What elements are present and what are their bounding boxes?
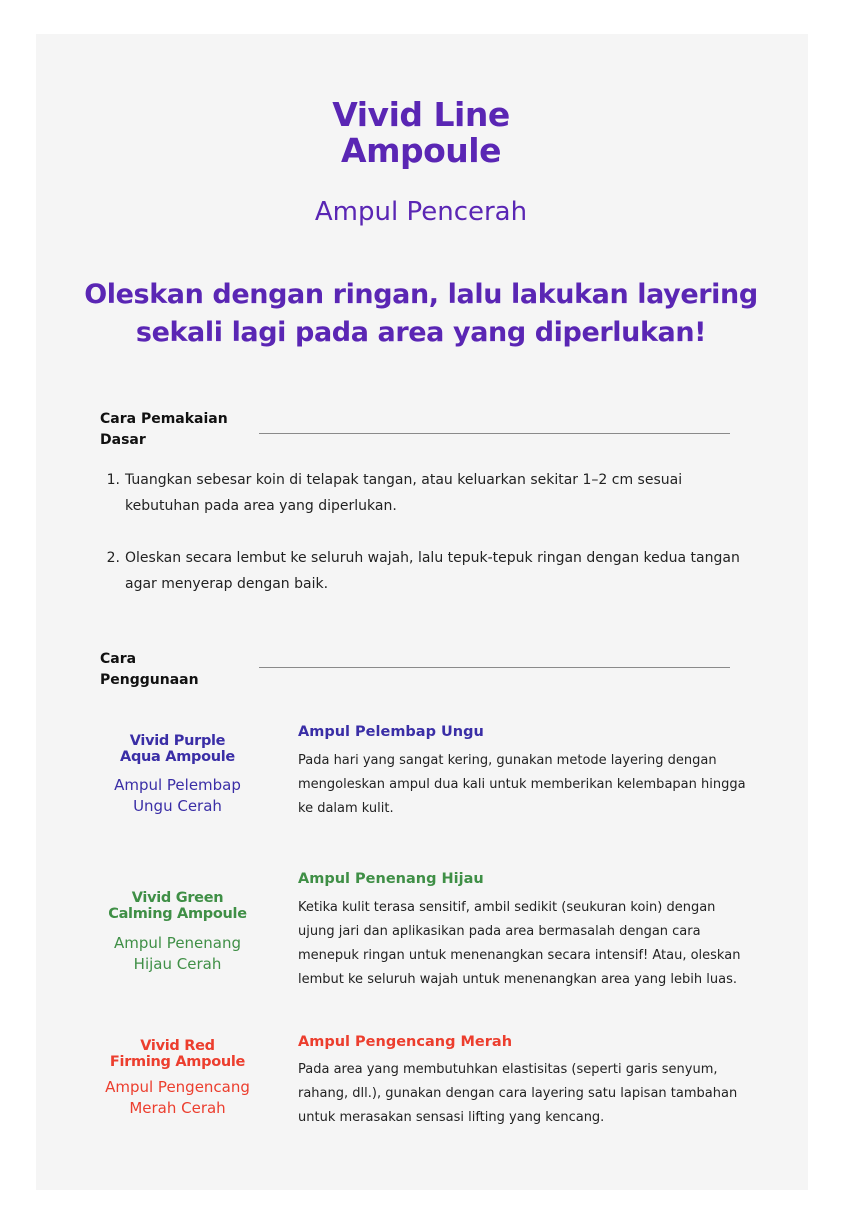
section-label-line1: Cara Pemakaian (100, 411, 228, 427)
product-name-line2: Calming Ampoule (108, 906, 247, 922)
section-label-basic-usage (100, 409, 250, 451)
product-desc-title-green: Ampul Penenang Hijau (298, 871, 484, 887)
product-desc-red: Pada area yang membutuhkan elastisitas (seperti garis senyum, rahang, dll.), gunakan dengan cara layering satu lapisan tambahan untuk merasakan sensasi lifting yang kencang. (298, 1062, 738, 1125)
product-name-line1: Vivid Green (131, 890, 224, 906)
step-number: 2. (106, 550, 120, 566)
product-name-green (80, 890, 275, 922)
product-sub-line2: Merah Cerah (129, 1099, 226, 1117)
product-name-line2: Aqua Ampoule (120, 749, 235, 765)
page-subtitle: Ampul Pencerah (314, 197, 528, 227)
product-subtitle-purple (80, 775, 275, 817)
section-label-line2: Penggunaan (100, 672, 199, 688)
brand-title-line1: Vivid Line (332, 95, 510, 134)
product-name-line1: Vivid Red (140, 1038, 215, 1054)
section-label-usage (100, 649, 250, 691)
product-sub-line1: Ampul Penenang (113, 934, 242, 952)
headline: Oleskan dengan ringan, lalu lakukan layering sekali lagi pada area yang diperlukan! (84, 279, 758, 348)
product-desc-green: Ketika kulit terasa sensitif, ambil sedikit (seukuran koin) dengan ujung jari dan aplikasikan pada area bermasalah dengan cara menepuk ringan untuk menenangkan secara intensif! Atau, oleskan lembut ke seluruh wajah untuk menenangkan area yang lebih luas. (298, 900, 741, 987)
section-divider (259, 667, 730, 668)
product-subtitle-red (80, 1077, 275, 1119)
product-desc-title-purple: Ampul Pelembap Ungu (298, 724, 484, 740)
product-name-purple (80, 733, 275, 765)
step-number: 1. (106, 472, 120, 488)
section-label-line1: Cara (100, 651, 137, 667)
product-sub-line1: Ampul Pengencang (105, 1078, 250, 1096)
section-divider (259, 433, 730, 434)
product-name-red (80, 1038, 275, 1070)
product-sub-line2: Hijau Cerah (133, 955, 222, 973)
product-name-line1: Vivid Purple (129, 733, 226, 749)
product-name-line2: Firming Ampoule (109, 1054, 246, 1070)
brand-title-line2: Ampoule (341, 131, 501, 170)
product-sub-line1: Ampul Pelembap (114, 776, 241, 794)
product-desc-title-red: Ampul Pengencang Merah (298, 1034, 513, 1050)
product-subtitle-green (80, 933, 275, 975)
section-label-line2: Dasar (100, 432, 146, 448)
product-desc-purple: Pada hari yang sangat kering, gunakan metode layering dengan mengoleskan ampul dua kali untuk memberikan kelembapan hingga ke dalam kulit. (298, 753, 746, 816)
product-sub-line2: Ungu Cerah (133, 797, 222, 815)
step-text: Oleskan secara lembut ke seluruh wajah, lalu tepuk-tepuk ringan dengan kedua tangan agar menyerap dengan baik. (125, 550, 740, 592)
step-text: Tuangkan sebesar koin di telapak tangan, atau keluarkan sekitar 1–2 cm sesuai kebutuhan pada area yang diperlukan. (125, 472, 683, 514)
